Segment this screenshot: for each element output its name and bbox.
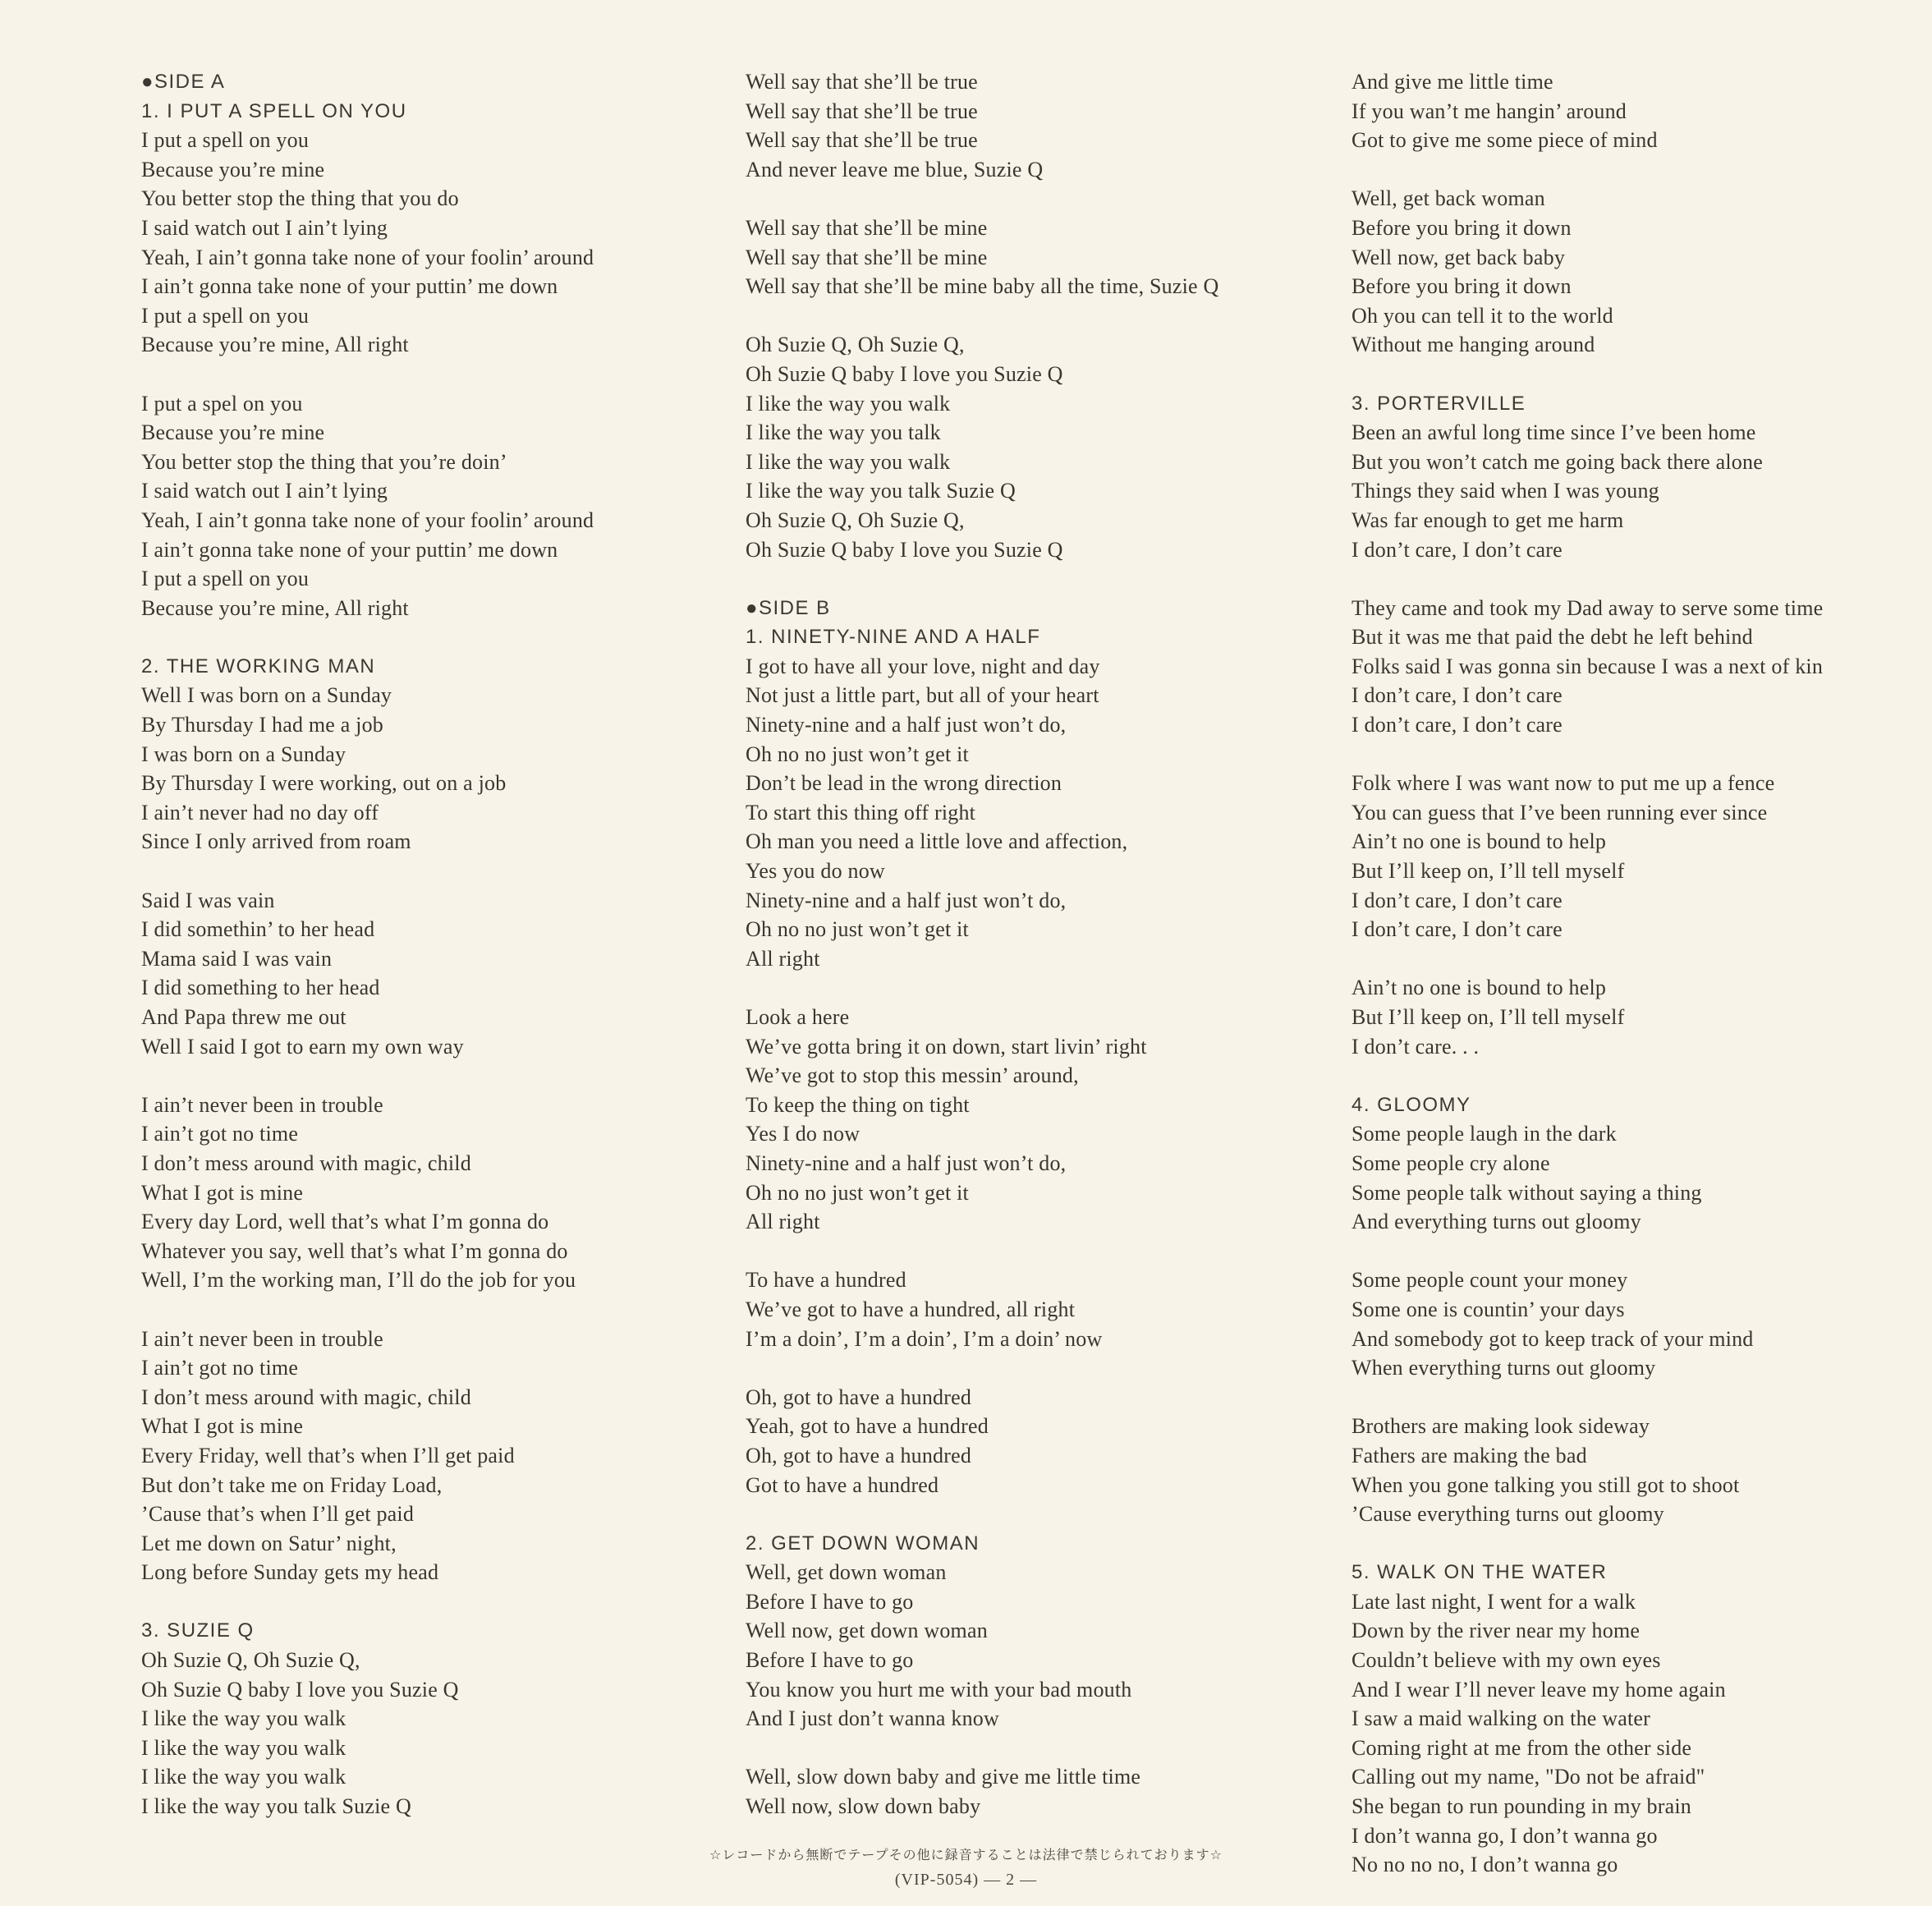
lyric-line: We’ve got to stop this messin’ around, (746, 1063, 1079, 1088)
lyric-line: I don’t care, I don’t care (1351, 537, 1563, 562)
lyric-line: I put a spell on you (141, 128, 310, 153)
lyric-line: I don’t mess around with magic, child (141, 1385, 471, 1409)
lyric-line: Yeah, I ain’t gonna take none of your foolin’ around (141, 245, 594, 269)
stanza-gap (1351, 740, 1823, 769)
lyric-line: Folk where I was want now to put me up a fence (1351, 771, 1775, 796)
stanza-gap (1351, 1529, 1823, 1559)
lyric-line: Yes I do now (746, 1122, 860, 1146)
lyric-line: You better stop the thing that you’re doin’ (141, 449, 507, 474)
lyric-line: Oh Suzie Q, Oh Suzie Q, (141, 1648, 360, 1673)
lyric-line: I put a spell on you (141, 303, 310, 328)
stanza-gap (746, 1734, 1218, 1763)
lyric-line: You know you hurt me with your bad mouth (746, 1677, 1132, 1702)
lyric-line: And somebody got to keep track of your mind (1351, 1326, 1754, 1351)
lyric-line: Oh Suzie Q baby I love you Suzie Q (746, 361, 1063, 386)
lyric-line: And Papa threw me out (141, 1005, 346, 1029)
lyric-line: I ain’t got no time (141, 1356, 299, 1380)
lyric-line: What I got is mine (141, 1414, 304, 1439)
lyric-line: And I just don’t wanna know (746, 1706, 999, 1731)
lyric-line: Folks said I was gonna sin because I was a next of kin (1351, 654, 1824, 678)
stanza-gap (1351, 155, 1823, 185)
stanza-gap (141, 857, 594, 886)
lyric-line: Oh no no just won’t get it (746, 742, 969, 766)
lyric-line: I did something to her head (141, 976, 380, 1000)
lyric-line: Before I have to go (746, 1589, 914, 1614)
lyric-line: I said watch out I ain’t lying (141, 479, 388, 503)
lyric-line: Things they said when I was young (1351, 479, 1659, 503)
lyric-line: Got to give me some piece of mind (1351, 128, 1658, 153)
lyric-line: Let me down on Satur’ night, (141, 1531, 397, 1555)
lyric-line: All right (746, 946, 820, 971)
stanza-gap (141, 360, 594, 389)
lyric-line: Said I was vain (141, 888, 275, 912)
lyric-line: I like the way you walk (141, 1706, 346, 1731)
lyric-line: I was born on a Sunday (141, 742, 346, 766)
lyric-line: By Thursday I had me a job (141, 713, 383, 737)
lyric-line: Whatever you say, well that’s what I’m gonna do (141, 1238, 568, 1263)
lyric-line: Some people count your money (1351, 1268, 1628, 1293)
stanza-gap (1351, 1383, 1823, 1412)
lyric-line: If you wan’t me hangin’ around (1351, 99, 1627, 123)
lyric-line: Oh no no just won’t get it (746, 917, 969, 942)
lyric-line: Well say that she’ll be mine (746, 245, 988, 269)
lyric-line: Couldn’t believe with my own eyes (1351, 1648, 1661, 1673)
stanza-gap (746, 973, 1218, 1003)
lyric-line: Oh no no just won’t get it (746, 1180, 969, 1205)
lyric-line: I like the way you talk Suzie Q (746, 479, 1016, 503)
lyric-line: Well now, slow down baby (746, 1794, 981, 1819)
lyric-line: Because you’re mine, All right (141, 595, 409, 620)
lyric-line: And everything turns out gloomy (1351, 1210, 1641, 1234)
lyric-line: Oh Suzie Q, Oh Suzie Q, (746, 333, 965, 357)
lyric-line: I ain’t never been in trouble (141, 1326, 383, 1351)
lyric-line: I like the way you walk (141, 1735, 346, 1760)
lyric-line: I like the way you walk (746, 449, 951, 474)
lyric-line: But I’ll keep on, I’ll tell myself (1351, 859, 1625, 884)
lyric-line: I don’t care, I don’t care (1351, 683, 1563, 708)
song-title: 1. NINETY-NINE AND A HALF (746, 626, 1041, 649)
lyric-line: Ninety-nine and a half just won’t do, (746, 1150, 1067, 1175)
stanza-gap (1351, 360, 1823, 389)
stanza-gap (746, 184, 1218, 214)
lyric-line: Down by the river near my home (1351, 1619, 1641, 1643)
lyric-line: I like the way you talk (746, 420, 941, 445)
lyrics-column-1 (141, 67, 594, 1821)
lyric-line: But don’t take me on Friday Load, (141, 1472, 443, 1497)
lyric-line: Not just a little part, but all of your heart (746, 683, 1099, 708)
lyric-line: Ninety-nine and a half just won’t do, (746, 888, 1067, 912)
lyric-line: Before you bring it down (1351, 274, 1572, 299)
lyrics-column-3 (1351, 67, 1823, 1880)
lyric-line: Late last night, I went for a walk (1351, 1589, 1636, 1614)
song-title: 2. GET DOWN WOMAN (746, 1532, 980, 1555)
lyric-line: To start this thing off right (746, 800, 976, 824)
stanza-gap (746, 1500, 1218, 1529)
lyric-line: I like the way you talk Suzie Q (141, 1794, 411, 1819)
lyric-line: Yeah, I ain’t gonna take none of your foolin’ around (141, 508, 594, 532)
lyric-line: I don’t care. . . (1351, 1034, 1480, 1059)
stanza-gap (746, 1353, 1218, 1383)
lyric-line: Since I only arrived from roam (141, 829, 411, 854)
stanza-gap (1351, 1061, 1823, 1091)
lyric-line: Some people cry alone (1351, 1150, 1550, 1175)
lyric-line: Well, slow down baby and give me little time (746, 1765, 1141, 1789)
lyric-line: I ain’t never been in trouble (141, 1092, 383, 1117)
lyric-line: They came and took my Dad away to serve some time (1351, 595, 1824, 620)
lyric-line: I like the way you walk (141, 1765, 346, 1789)
lyric-line: I ain’t gonna take none of your puttin’ me down (141, 274, 558, 299)
lyrics-column-2 (746, 67, 1218, 1821)
lyric-line: To have a hundred (746, 1268, 906, 1293)
lyric-line: Well now, get back baby (1351, 245, 1566, 269)
lyric-line: I saw a maid walking on the water (1351, 1706, 1650, 1731)
lyric-line: I’m a doin’, I’m a doin’, I’m a doin’ now (746, 1326, 1103, 1351)
lyric-line: Well, I’m the working man, I’ll do the job for you (141, 1268, 576, 1293)
lyric-line: Oh Suzie Q, Oh Suzie Q, (746, 508, 965, 532)
lyric-line: I don’t mess around with magic, child (141, 1150, 471, 1175)
lyric-line: I ain’t got no time (141, 1122, 299, 1146)
lyric-line: I don’t care, I don’t care (1351, 917, 1563, 942)
lyric-line: What I got is mine (141, 1180, 304, 1205)
lyric-line: And never leave me blue, Suzie Q (746, 157, 1044, 181)
lyric-line: I don’t care, I don’t care (1351, 888, 1563, 912)
lyric-line: Well now, get down woman (746, 1619, 988, 1643)
lyric-line: Long before Sunday gets my head (141, 1560, 439, 1585)
lyric-line: We’ve gotta bring it on down, start livin’ right (746, 1034, 1147, 1059)
lyric-line: Ain’t no one is bound to help (1351, 829, 1607, 854)
lyric-line: Some one is countin’ your days (1351, 1297, 1625, 1321)
lyric-line: Well I said I got to earn my own way (141, 1034, 464, 1059)
side-heading: ●SIDE B (746, 596, 831, 619)
lyric-line: Oh Suzie Q baby I love you Suzie Q (141, 1677, 459, 1702)
song-title: 3. PORTERVILLE (1351, 392, 1526, 415)
lyric-line: Ninety-nine and a half just won’t do, (746, 713, 1067, 737)
lyric-line: I got to have all your love, night and day (746, 654, 1100, 678)
lyric-line: Before I have to go (746, 1648, 914, 1673)
lyric-line: Some people talk without saying a thing (1351, 1180, 1702, 1205)
lyric-line: But I’ll keep on, I’ll tell myself (1351, 1005, 1625, 1029)
stanza-gap (1351, 944, 1823, 974)
lyric-line: You can guess that I’ve been running ever since (1351, 800, 1768, 824)
lyric-line: And I wear I’ll never leave my home again (1351, 1677, 1726, 1702)
lyric-line: Some people laugh in the dark (1351, 1122, 1617, 1146)
lyric-line: Oh you can tell it to the world (1351, 303, 1613, 328)
lyric-line: Well say that she’ll be true (746, 99, 978, 123)
lyric-line: Look a here (746, 1005, 850, 1029)
lyric-line: Yeah, got to have a hundred (746, 1414, 989, 1439)
lyric-line: All right (746, 1210, 820, 1234)
side-heading: ●SIDE A (141, 71, 226, 93)
lyric-line: Been an awful long time since I’ve been home (1351, 420, 1756, 445)
lyric-line: Well I was born on a Sunday (141, 683, 392, 708)
lyric-line: Well say that she’ll be mine baby all the time, Suzie Q (746, 274, 1219, 299)
stanza-gap (141, 622, 594, 652)
lyric-line: Calling out my name, "Do not be afraid" (1351, 1765, 1705, 1789)
lyric-line: Every day Lord, well that’s what I’m gonna do (141, 1210, 549, 1234)
lyric-line: Well, get down woman (746, 1560, 947, 1585)
lyric-line: Fathers are making the bad (1351, 1443, 1587, 1467)
lyric-line: Was far enough to get me harm (1351, 508, 1624, 532)
lyric-line: I don’t wanna go, I don’t wanna go (1351, 1823, 1658, 1848)
lyric-line: I ain’t never had no day off (141, 800, 379, 824)
lyric-line: ’Cause everything turns out gloomy (1351, 1502, 1664, 1527)
catalog-page-number: (VIP-5054) — 2 — (894, 1871, 1038, 1889)
stanza-gap (746, 1237, 1218, 1266)
lyric-line: Every Friday, well that’s when I’ll get paid (141, 1443, 515, 1467)
lyric-line: Well say that she’ll be mine (746, 215, 988, 240)
lyric-line: Oh, got to have a hundred (746, 1443, 972, 1467)
lyric-line: Brothers are making look sideway (1351, 1414, 1650, 1439)
lyric-line: Because you’re mine, All right (141, 333, 409, 357)
lyric-line: Oh Suzie Q baby I love you Suzie Q (746, 537, 1063, 562)
song-title: 3. SUZIE Q (141, 1619, 255, 1642)
lyric-line: Don’t be lead in the wrong direction (746, 771, 1062, 796)
lyric-line: Well, get back woman (1351, 186, 1545, 211)
lyric-line: But you won’t catch me going back there alone (1351, 449, 1763, 474)
lyric-line: Yes you do now (746, 859, 885, 884)
song-title: 5. WALK ON THE WATER (1351, 1561, 1608, 1584)
stanza-gap (746, 564, 1218, 594)
lyric-line: When everything turns out gloomy (1351, 1356, 1656, 1380)
stanza-gap (141, 1587, 594, 1617)
lyric-line: You better stop the thing that you do (141, 186, 459, 211)
lyric-line: To keep the thing on tight (746, 1092, 970, 1117)
stanza-gap (1351, 564, 1823, 594)
lyric-line: Ain’t no one is bound to help (1351, 976, 1607, 1000)
song-title: 2. THE WORKING MAN (141, 654, 376, 677)
lyric-line: But it was me that paid the debt he left behind (1351, 625, 1753, 650)
song-title: 4. GLOOMY (1351, 1093, 1471, 1116)
song-title: 1. I PUT A SPELL ON YOU (141, 99, 407, 122)
lyric-line: I put a spell on you (141, 567, 310, 591)
lyric-line: By Thursday I were working, out on a job (141, 771, 507, 796)
copyright-notice: ☆レコードから無断でテープその他に録音することは法律で禁じられております☆ (709, 1847, 1223, 1862)
lyric-line: Coming right at me from the other side (1351, 1735, 1692, 1760)
lyric-line: I don’t care, I don’t care (1351, 713, 1563, 737)
lyric-line: Oh man you need a little love and affection, (746, 829, 1128, 854)
lyric-line: And give me little time (1351, 70, 1553, 94)
lyric-line: ’Cause that’s when I’ll get paid (141, 1502, 415, 1527)
lyric-line: Oh, got to have a hundred (746, 1385, 972, 1409)
lyric-line: Because you’re mine (141, 420, 325, 445)
stanza-gap (746, 301, 1218, 331)
lyric-line: I put a spel on you (141, 391, 303, 416)
lyric-line: Before you bring it down (1351, 215, 1572, 240)
lyric-line: I said watch out I ain’t lying (141, 215, 388, 240)
stanza-gap (141, 1295, 594, 1325)
lyric-line: Mama said I was vain (141, 946, 333, 971)
lyric-line: Without me hanging around (1351, 333, 1595, 357)
lyric-line: I like the way you walk (746, 391, 951, 416)
lyric-line: I did somethin’ to her head (141, 917, 375, 942)
lyric-line: She began to run pounding in my brain (1351, 1794, 1691, 1819)
lyric-line: Got to have a hundred (746, 1472, 939, 1497)
lyric-line: I ain’t gonna take none of your puttin’ me down (141, 537, 558, 562)
lyric-line: No no no no, I don’t wanna go (1351, 1853, 1618, 1877)
lyric-line: We’ve got to have a hundred, all right (746, 1297, 1076, 1321)
lyric-line: Because you’re mine (141, 157, 325, 181)
stanza-gap (1351, 1237, 1823, 1266)
lyric-line: Well say that she’ll be true (746, 70, 978, 94)
lyric-line: Well say that she’ll be true (746, 128, 978, 153)
lyric-line: When you gone talking you still got to shoot (1351, 1472, 1740, 1497)
stanza-gap (141, 1061, 594, 1091)
